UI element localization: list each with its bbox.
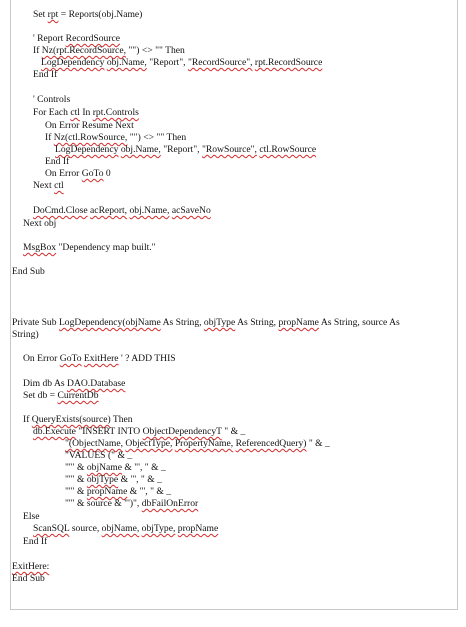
code-line: ' Controls	[33, 94, 71, 105]
code-line: Set rpt = Reports(obj.Name)	[33, 9, 143, 20]
code-line: LogDependency obj.Name, "Report", "RecordSource", rpt.RecordSource	[41, 57, 323, 68]
code-line: On Error Resume Next	[45, 120, 134, 131]
code-line: "'" & propName & "', " & _	[65, 486, 172, 497]
code-line: String)	[12, 329, 39, 340]
code-line: db.Execute "INSERT INTO ObjectDependencyT " & _	[33, 426, 246, 437]
code-line: On Error GoTo ExitHere ' ? ADD THIS	[23, 353, 176, 364]
code-line: Private Sub LogDependency(objName As String, objType As String, propName As String, source As	[12, 317, 400, 328]
code-line: "(ObjectName, ObjectType, PropertyName, ReferencedQuery) " & _	[65, 438, 330, 449]
code-line: MsgBox "Dependency map built."	[23, 242, 156, 253]
code-line: If Nz(rpt.RecordSource, "") <> "" Then	[33, 45, 185, 56]
code-line: "'" & objType & "', " & _	[65, 474, 162, 485]
code-line: Else	[23, 511, 40, 522]
code-line: On Error GoTo 0	[45, 168, 111, 179]
code-line: End If	[33, 69, 58, 80]
document-page	[10, 0, 458, 610]
code-line: "VALUES (" & _	[65, 450, 133, 461]
code-line: Set db = CurrentDb	[23, 390, 99, 401]
code-line: ' Report RecordSource	[33, 33, 121, 44]
code-line: For Each ctl In rpt.Controls	[33, 107, 139, 118]
code-line: "'" & objName & "', " & _	[65, 462, 166, 473]
code-line: ExitHere:	[12, 561, 50, 572]
code-line: DoCmd.Close acReport, obj.Name, acSaveNo	[33, 205, 211, 216]
code-line: LogDependency obj.Name, "Report", "RowSource", ctl.RowSource	[55, 144, 317, 155]
code-line: ScanSQL source, objName, objType, propName	[33, 523, 219, 534]
code-line: "'" & source & "')", dbFailOnError	[65, 498, 199, 509]
code-line: Next obj	[23, 218, 57, 229]
code-line: Next ctl	[33, 180, 64, 191]
code-line: If Nz(ctl.RowSource, "") <> "" Then	[45, 132, 187, 143]
code-line: End Sub	[12, 266, 45, 277]
code-line: Dim db As DAO.Database	[23, 378, 126, 389]
code-line: End If	[45, 156, 70, 167]
code-line: End Sub	[12, 573, 45, 584]
code-line: If QueryExists(source) Then	[23, 414, 133, 425]
code-line: End If	[23, 536, 48, 547]
